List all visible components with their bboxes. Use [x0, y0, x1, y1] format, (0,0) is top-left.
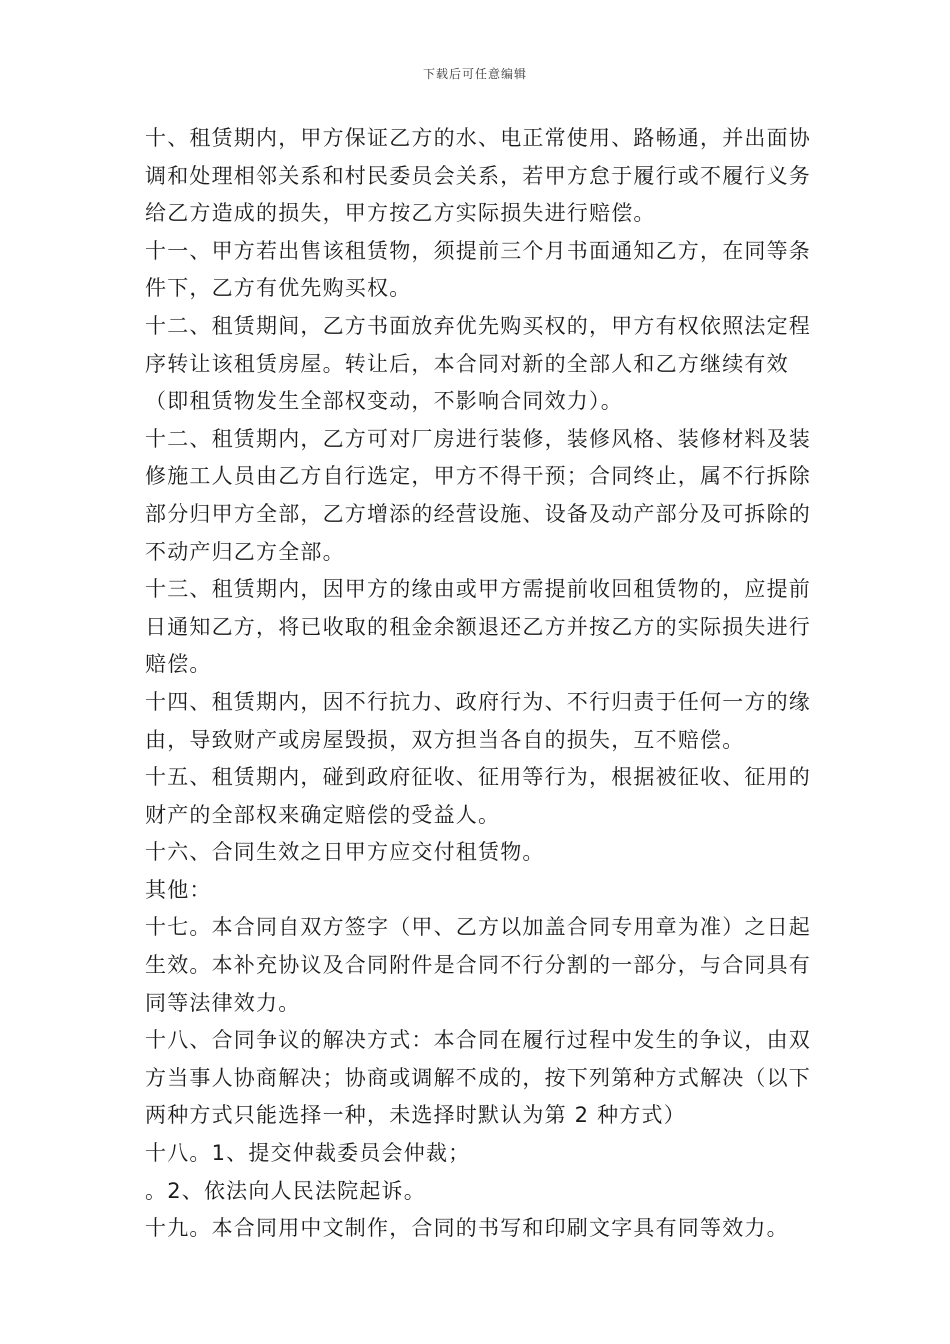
- clause-18: 十八、合同争议的解决方式：本合同在履行过程中发生的争议，由双方当事人协商解决；协商或调解不成的，按下列第种方式解决（以下两种方式只能选择一种，未选择时默认为第 2 种方式）: [145, 1028, 811, 1128]
- clause-15: 十五、租赁期内，碰到政府征收、征用等行为，根据被征收、征用的财产的全部权来确定赔偿的受益人。: [145, 765, 811, 827]
- clause-17: 十七。本合同自双方签字（甲、乙方以加盖合同专用章为准）之日起生效。本补充协议及合同附件是合同不行分割的一部分，与合同具有同等法律效力。: [145, 915, 811, 1015]
- clause-11: 十一、甲方若出售该租赁物，须提前三个月书面通知乙方，在同等条件下，乙方有优先购买权。: [145, 238, 811, 301]
- contract-body: [145, 120, 817, 1248]
- clause-13: 十三、租赁期内，因甲方的缘由或甲方需提前收回租赁物的，应提前日通知乙方，将已收取的租金余额退还乙方并按乙方的实际损失进行赔偿。: [145, 577, 811, 677]
- page-header-note: 下载后可任意编辑: [422, 67, 527, 81]
- clause-18-option-2: 。2、依法向人民法院起诉。: [145, 1178, 426, 1203]
- clause-19: 十九。本合同用中文制作，合同的书写和印刷文字具有同等效力。: [145, 1216, 789, 1241]
- section-other-heading: 其他：: [145, 877, 212, 902]
- clause-16: 十六、合同生效之日甲方应交付租赁物。: [145, 840, 545, 865]
- clause-12a: 十二、租赁期间，乙方书面放弃优先购买权的，甲方有权依照法定程序转让该租赁房屋。转让后，本合同对新的全部人和乙方继续有效（即租赁物发生全部权变动，不影响合同效力）。: [145, 313, 811, 414]
- clause-10: 十、租赁期内，甲方保证乙方的水、电正常使用、路畅通，并出面协调和处理相邻关系和村民委员会关系，若甲方怠于履行或不履行义务给乙方造成的损失，甲方按乙方实际损失进行赔偿。: [145, 126, 811, 226]
- clause-14: 十四、租赁期内，因不行抗力、政府行为、不行归责于任何一方的缘由，导致财产或房屋毁损，双方担当各自的损失，互不赔偿。: [145, 689, 811, 752]
- clause-12b: 十二、租赁期内，乙方可对厂房进行装修，装修风格、装修材料及装修施工人员由乙方自行选定，甲方不得干预；合同终止，属不行拆除部分归甲方全部，乙方增添的经营设施、设备及动产部分及可拆除的不动产归乙方全部。: [145, 426, 811, 564]
- clause-18-option-1: 十八。1、提交仲裁委员会仲裁；: [145, 1141, 471, 1166]
